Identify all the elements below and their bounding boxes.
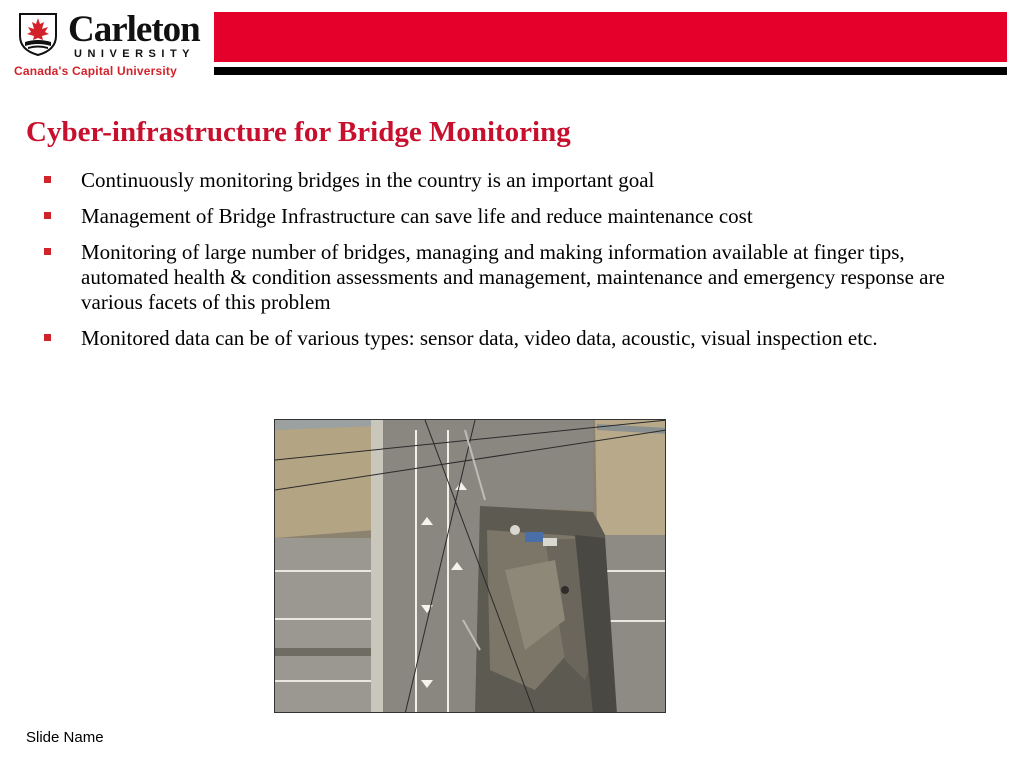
bridge-photo-illustration bbox=[275, 420, 666, 713]
bullet-text: Continuously monitoring bridges in the country is an important goal bbox=[81, 168, 655, 192]
header-black-rule bbox=[214, 67, 1007, 75]
slide-name-footer: Slide Name bbox=[26, 729, 104, 746]
bullet-text: Management of Bridge Infrastructure can save life and reduce maintenance cost bbox=[81, 204, 753, 228]
bullet-item bbox=[44, 240, 984, 315]
collapsed-bridge-photo bbox=[274, 419, 666, 713]
logo-university: UNIVERSITY bbox=[74, 48, 196, 60]
slide-title: Cyber-infrastructure for Bridge Monitoring bbox=[26, 116, 571, 148]
bullet-item bbox=[44, 204, 984, 229]
maple-leaf-shield-icon bbox=[18, 12, 58, 56]
bullet-text: Monitoring of large number of bridges, managing and making information available at finger tips, automated health & condition assessments and management, maintenance and emergency response are various facets of this problem bbox=[81, 240, 945, 314]
carleton-logo bbox=[14, 8, 200, 80]
logo-tagline: Canada's Capital University bbox=[14, 64, 177, 78]
bullet-list bbox=[44, 168, 984, 362]
logo-wordmark: Carleton bbox=[68, 9, 200, 50]
bullet-square-icon bbox=[44, 212, 51, 219]
bullet-item bbox=[44, 326, 984, 351]
bullet-square-icon bbox=[44, 248, 51, 255]
bullet-text: Monitored data can be of various types: sensor data, video data, acoustic, visual inspection etc. bbox=[81, 326, 878, 350]
header-red-bar bbox=[214, 12, 1007, 62]
bullet-square-icon bbox=[44, 176, 51, 183]
bullet-item bbox=[44, 168, 984, 193]
bullet-square-icon bbox=[44, 334, 51, 341]
